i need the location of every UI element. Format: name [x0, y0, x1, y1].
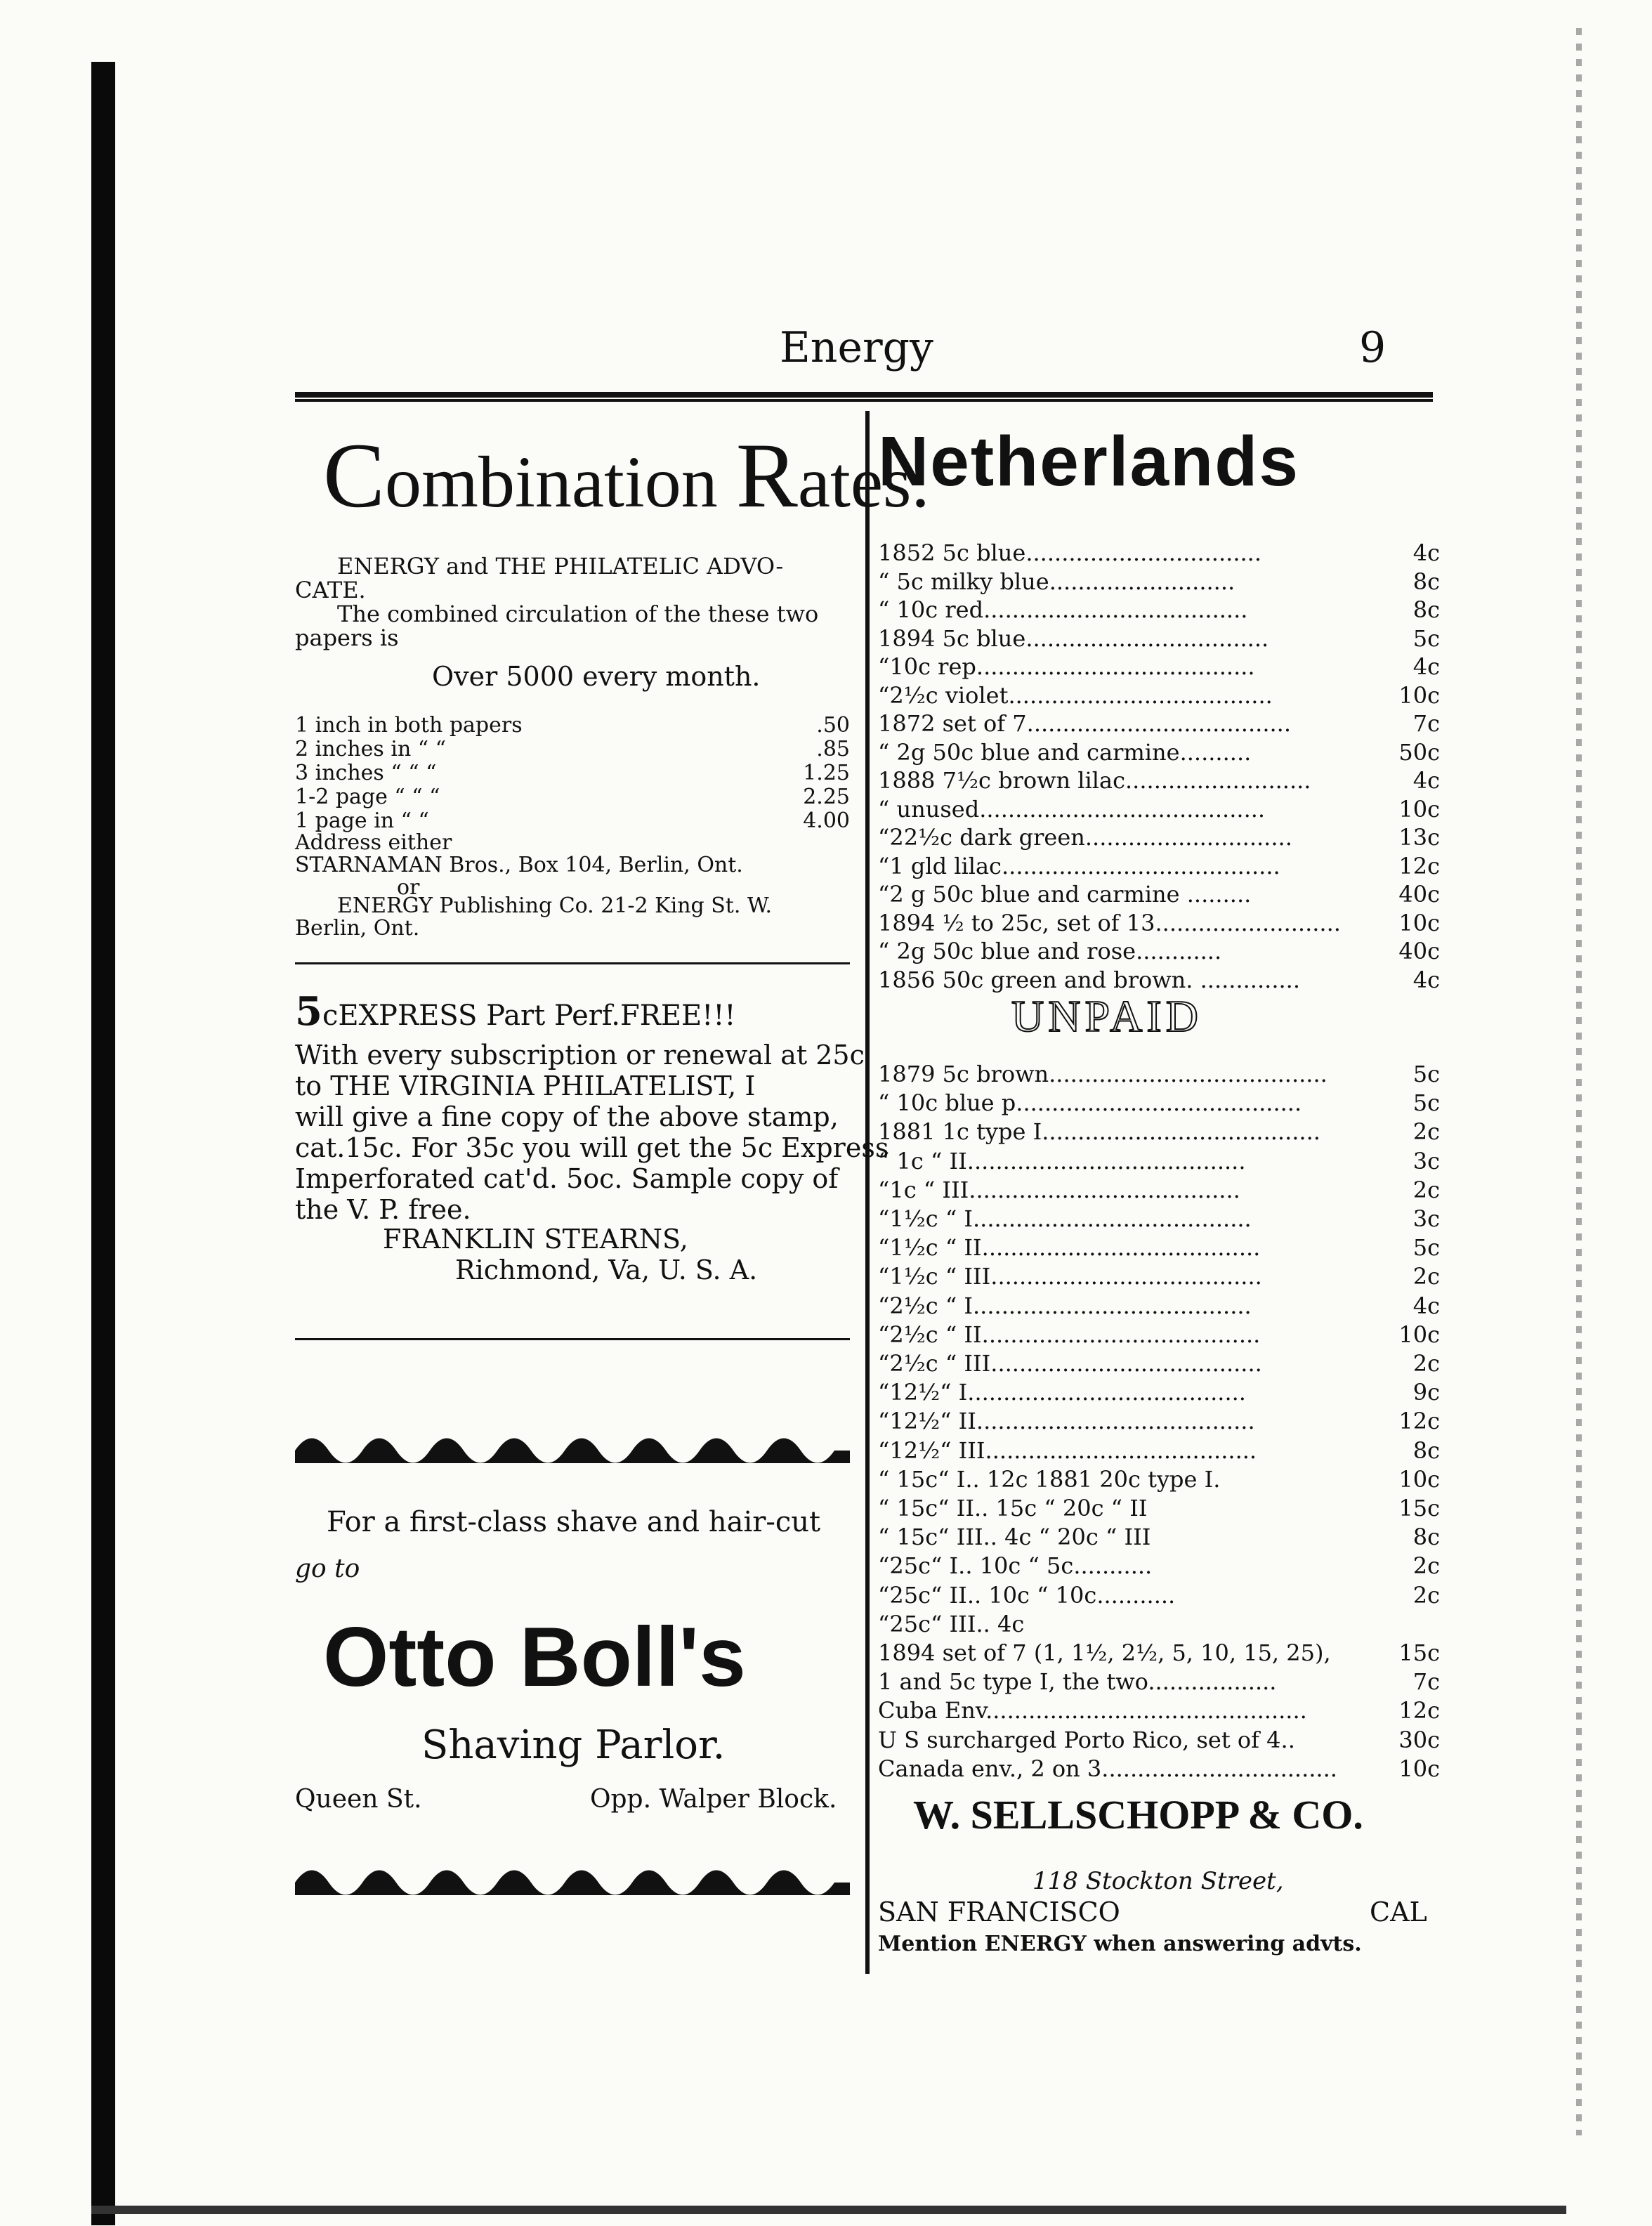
- otto-line1: For a first-class shave and hair-cut: [327, 1506, 821, 1538]
- combo-para1: ENERGY and THE PHILATELIC ADVO-: [337, 553, 784, 580]
- item-price: 30c: [1398, 1726, 1440, 1753]
- item-description: “1½c “ I.......................................: [878, 1205, 1252, 1232]
- otto-street: Queen St.: [295, 1785, 422, 1814]
- combo-para1b: CATE.: [295, 577, 366, 603]
- rate-row: 2 inches in “ “ .85: [295, 737, 850, 761]
- wave-ornament: [295, 1854, 850, 1904]
- item-price: 8c: [1412, 1524, 1440, 1551]
- item-price: 40c: [1398, 938, 1440, 964]
- price-row: [878, 1379, 1440, 1407]
- price-row: [878, 1350, 1440, 1378]
- express-signature: FRANKLIN STEARNS,: [383, 1224, 688, 1255]
- item-description: “ 10c red.....................................: [878, 596, 1248, 623]
- item-description: “ 15c“ III.. 4c “ 20c “ III: [878, 1524, 1151, 1551]
- otto-business: Shaving Parlor.: [421, 1722, 726, 1768]
- price-row: [878, 1697, 1440, 1725]
- express-line: will give a fine copy of the above stamp,: [295, 1101, 839, 1132]
- address-either: Address either: [295, 830, 452, 855]
- item-description: “ unused........................................: [878, 795, 1266, 823]
- price-row: [878, 938, 1440, 966]
- item-description: “2½c violet.....................................: [878, 681, 1273, 709]
- header-rule: [295, 392, 1433, 402]
- item-description: “ 5c milky blue..........................: [878, 568, 1235, 595]
- price-row: [878, 710, 1440, 738]
- price-row: [878, 1205, 1440, 1233]
- item-description: 1852 5c blue.................................: [878, 539, 1261, 566]
- item-description: U S surcharged Porto Rico, set of 4..: [878, 1726, 1295, 1753]
- item-price: 12c: [1398, 1697, 1440, 1724]
- price-row: [878, 796, 1440, 824]
- item-description: “ 2g 50c blue and carmine..........: [878, 738, 1252, 766]
- item-description: “ 1c “ II.......................................: [878, 1147, 1246, 1174]
- address-or: or: [397, 875, 420, 900]
- section-divider: [295, 962, 850, 964]
- combination-rates-title: Combination Rates.: [323, 424, 930, 527]
- page-binding-edge: [91, 62, 115, 2225]
- item-description: “1½c “ III......................................: [878, 1263, 1262, 1290]
- item-description: 1888 7½c brown lilac..........................: [878, 767, 1311, 794]
- otto-name-wrap: [295, 1609, 850, 1704]
- item-price: 4c: [1412, 767, 1440, 794]
- rate-row: 1-2 page “ “ “ 2.25: [295, 785, 850, 809]
- item-description: 1881 1c type I.......................................: [878, 1118, 1320, 1146]
- item-price: 2c: [1412, 1350, 1440, 1377]
- price-row: [878, 1582, 1440, 1610]
- page-bottom-edge: [91, 2206, 1566, 2214]
- item-description: 1 and 5c type I, the two..................: [878, 1668, 1277, 1696]
- item-price: 9c: [1412, 1379, 1440, 1406]
- combo-highlight: Over 5000 every month.: [432, 661, 761, 692]
- price-row: [878, 1466, 1440, 1494]
- price-row: [878, 1727, 1440, 1755]
- item-price: 12c: [1398, 1408, 1440, 1435]
- price-row: [878, 682, 1440, 710]
- item-description: “12½“ II.......................................: [878, 1408, 1255, 1435]
- item-description: “2 g 50c blue and carmine .........: [878, 881, 1252, 908]
- otto-name: Otto Boll's: [323, 1610, 746, 1704]
- item-price: 8c: [1412, 1436, 1440, 1464]
- item-description: 1879 5c brown.......................................: [878, 1061, 1328, 1087]
- item-price: 50c: [1398, 738, 1440, 766]
- combo-para2b: papers is: [295, 624, 399, 651]
- price-row: [878, 1148, 1440, 1176]
- express-line: cat.15c. For 35c you will get the 5c Express: [295, 1132, 889, 1163]
- item-description: “12½“ III......................................: [878, 1436, 1257, 1464]
- company-name: W. SELLSCHOPP & CO.: [913, 1792, 1363, 1838]
- item-price: 4c: [1412, 966, 1440, 993]
- item-price: 5c: [1412, 1061, 1440, 1087]
- page-title: Energy: [780, 323, 933, 372]
- express-location: Richmond, Va, U. S. A.: [455, 1255, 758, 1285]
- page-number: 9: [1359, 323, 1386, 372]
- price-row: [878, 1639, 1440, 1668]
- item-description: “25c“ III.. 4c: [878, 1610, 1025, 1637]
- combo-para2: The combined circulation of the these two: [337, 601, 819, 627]
- price-row: [878, 853, 1440, 881]
- item-price: 5c: [1412, 1089, 1440, 1117]
- price-row: [878, 1524, 1440, 1552]
- item-price: 13c: [1398, 824, 1440, 851]
- price-row: [878, 1755, 1440, 1783]
- address-2: ENERGY Publishing Co. 21-2 King St. W.: [337, 893, 773, 918]
- item-price: 4c: [1412, 1292, 1440, 1319]
- item-description: “ 2g 50c blue and rose............: [878, 938, 1222, 964]
- company-state: CAL: [1370, 1897, 1427, 1927]
- item-description: “1½c “ II.......................................: [878, 1234, 1261, 1262]
- otto-line2: go to: [295, 1554, 360, 1583]
- price-row: [878, 1437, 1440, 1465]
- price-row: [878, 1177, 1440, 1205]
- price-row: [878, 1234, 1440, 1262]
- item-price: 40c: [1398, 881, 1440, 908]
- rate-row: 1 inch in both papers .50: [295, 713, 850, 738]
- price-row: [878, 1408, 1440, 1436]
- item-description: 1894 set of 7 (1, 1½, 2½, 5, 10, 15, 25),: [878, 1639, 1331, 1666]
- unpaid-title: UNPAID: [1011, 991, 1202, 1041]
- item-price: 4c: [1412, 539, 1440, 566]
- page-header: [295, 316, 1433, 379]
- item-price: 8c: [1412, 568, 1440, 595]
- price-row: [878, 824, 1440, 852]
- item-description: “1 gld lilac.......................................: [878, 852, 1280, 879]
- price-row: [878, 739, 1440, 767]
- item-description: Cuba Env.............................................: [878, 1697, 1307, 1724]
- company-street: 118 Stockton Street,: [1032, 1867, 1284, 1895]
- item-price: 3c: [1412, 1205, 1440, 1232]
- item-description: Canada env., 2 on 3.................................: [878, 1755, 1337, 1782]
- item-price: 4c: [1412, 653, 1440, 680]
- item-price: 10c: [1398, 1755, 1440, 1782]
- express-line: Imperforated cat'd. 5oc. Sample copy of: [295, 1163, 839, 1194]
- express-line: to THE VIRGINIA PHILATELIST, I: [295, 1071, 756, 1101]
- item-description: “25c“ I.. 10c “ 5c...........: [878, 1552, 1153, 1580]
- price-row: [878, 568, 1440, 596]
- express-line: the V. P. free.: [295, 1194, 471, 1225]
- item-price: 5c: [1412, 624, 1440, 652]
- price-row: [878, 1321, 1440, 1349]
- column-divider: [865, 411, 870, 1974]
- item-description: 1856 50c green and brown. ..............: [878, 966, 1300, 993]
- price-row: [878, 910, 1440, 938]
- item-price: 15c: [1398, 1495, 1440, 1521]
- item-description: “22½c dark green.............................: [878, 824, 1292, 851]
- item-price: 10c: [1398, 1321, 1440, 1348]
- price-row: [878, 1263, 1440, 1291]
- item-description: “2½c “ II.......................................: [878, 1321, 1261, 1348]
- address-1: STARNAMAN Bros., Box 104, Berlin, Ont.: [295, 853, 743, 877]
- item-price: 2c: [1412, 1176, 1440, 1203]
- netherlands-title: Netherlands: [878, 422, 1299, 501]
- item-price: 10c: [1398, 681, 1440, 709]
- item-description: “2½c “ III......................................: [878, 1350, 1262, 1377]
- express-line: With every subscription or renewal at 25c: [295, 1040, 865, 1071]
- page-right-edge: [1576, 28, 1582, 2135]
- price-row: [878, 539, 1440, 568]
- address-2b: Berlin, Ont.: [295, 916, 420, 941]
- item-description: “2½c “ I.......................................: [878, 1292, 1252, 1319]
- item-price: 5c: [1412, 1234, 1440, 1262]
- item-description: 1894 ½ to 25c, set of 13..........................: [878, 909, 1341, 936]
- item-price: 2c: [1412, 1581, 1440, 1609]
- item-description: “ 15c“ I.. 12c 1881 20c type I.: [878, 1465, 1221, 1493]
- rate-row: 3 inches “ “ “ 1.25: [295, 761, 850, 785]
- price-row: [878, 1061, 1440, 1089]
- item-price: 3c: [1412, 1147, 1440, 1174]
- item-description: “12½“ I.......................................: [878, 1379, 1246, 1406]
- item-description: “ 15c“ II.. 15c “ 20c “ II: [878, 1495, 1148, 1521]
- mention-line: Mention ENERGY when answering advts.: [878, 1932, 1362, 1956]
- item-price: 10c: [1398, 1465, 1440, 1493]
- item-description: “1c “ III......................................: [878, 1176, 1240, 1203]
- item-price: 7c: [1412, 710, 1440, 737]
- item-description: “ 10c blue p........................................: [878, 1089, 1302, 1117]
- item-description: “25c“ II.. 10c “ 10c...........: [878, 1581, 1176, 1609]
- item-price: 10c: [1398, 909, 1440, 936]
- item-description: 1872 set of 7.....................................: [878, 710, 1291, 737]
- price-row: [878, 1292, 1440, 1321]
- rate-row: 1 page in “ “ 4.00: [295, 808, 850, 833]
- company-city: SAN FRANCISCO: [878, 1897, 1120, 1927]
- price-row: [878, 1611, 1440, 1639]
- price-row: [878, 881, 1440, 909]
- item-price: 2c: [1412, 1552, 1440, 1580]
- item-price: 2c: [1412, 1118, 1440, 1146]
- price-row: [878, 1118, 1440, 1146]
- item-price: 7c: [1412, 1668, 1440, 1696]
- price-row: [878, 767, 1440, 795]
- price-row: [878, 1089, 1440, 1118]
- item-price: 12c: [1398, 852, 1440, 879]
- wave-ornament: [295, 1422, 850, 1472]
- price-row: [878, 653, 1440, 681]
- price-row: [878, 1495, 1440, 1523]
- item-price: 15c: [1398, 1639, 1440, 1666]
- section-divider: [295, 1338, 850, 1340]
- item-price: 2c: [1412, 1263, 1440, 1290]
- item-description: 1894 5c blue..................................: [878, 624, 1269, 652]
- price-row: [878, 625, 1440, 653]
- otto-opposite: Opp. Walper Block.: [590, 1785, 837, 1814]
- price-row: [878, 596, 1440, 624]
- item-price: 8c: [1412, 596, 1440, 623]
- price-row: [878, 1668, 1440, 1696]
- price-row: [878, 1552, 1440, 1580]
- item-description: “10c rep.......................................: [878, 653, 1255, 680]
- item-price: 10c: [1398, 795, 1440, 823]
- express-headline: 5cEXPRESS Part Perf.FREE!!!: [295, 988, 736, 1035]
